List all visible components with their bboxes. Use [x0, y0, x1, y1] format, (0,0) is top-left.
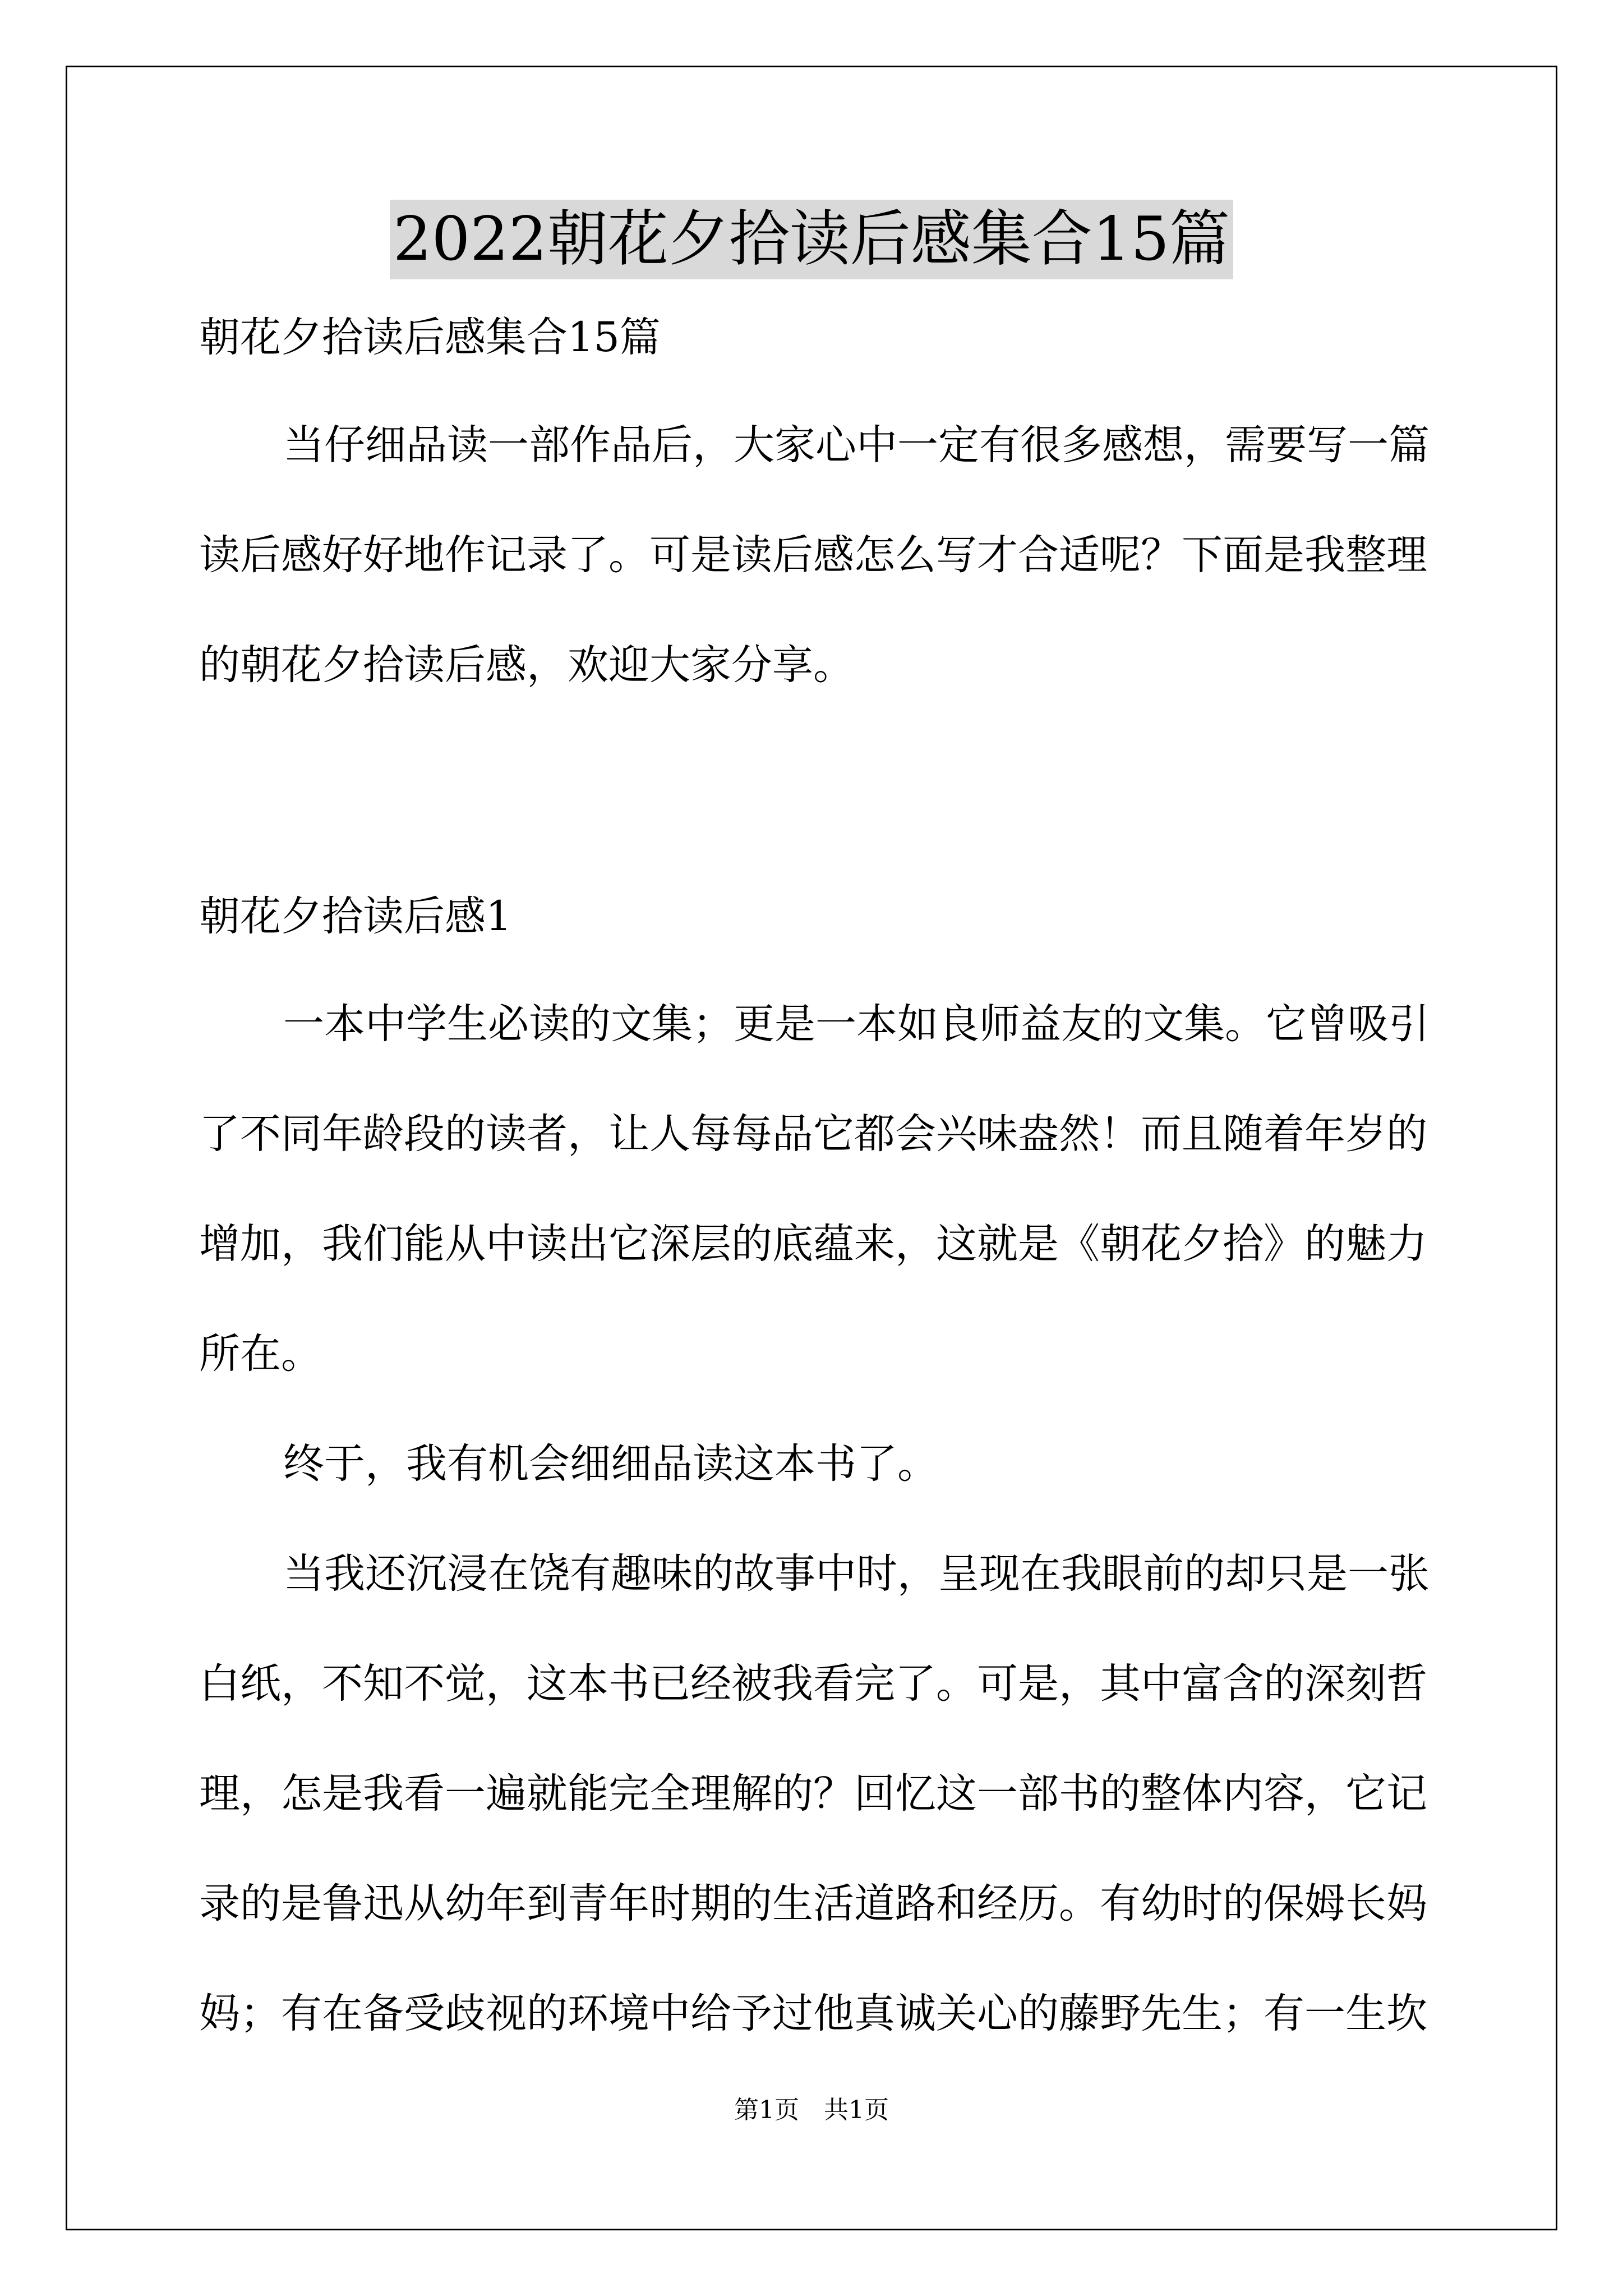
document-subtitle: 朝花夕拾读后感集合15篇 — [199, 314, 661, 361]
title-container — [0, 200, 1623, 279]
body-paragraph: 一本中学生必读的文集；更是一本如良师益友的文集。它曾吸引了不同年龄段的读者，让人每每品它都会兴味盎然！而且随着年岁的增加，我们能从中读出它深层的底蕴来，这就是《朝花夕拾》的魅力所在。 — [199, 1000, 1430, 1378]
page-footer: 第1页 共1页 — [734, 2096, 889, 2124]
body-paragraph: 当我还沉浸在饶有趣味的故事中时，呈现在我眼前的却只是一张白纸，不知不觉，这本书已经被我看完了。可是，其中富含的深刻哲理，怎是我看一遍就能完全理解的？回忆这一部书的整体内容，它记录的是鲁迅从幼年到青年时期的生活道路和经历。有幼时的保姆长妈妈；有在备受歧视的环境中给予过他真诚关心的藤野先生；有一生坎 — [199, 1550, 1430, 2037]
body-block — [199, 969, 1433, 2069]
intro-paragraph: 当仔细品读一部作品后，大家心中一定有很多感想，需要写一篇读后感好好地作记录了。可是读后感怎么写才合适呢？下面是我整理的朝花夕拾读后感，欢迎大家分享。 — [199, 421, 1430, 689]
body-paragraph: 终于，我有机会细细品读这本书了。 — [283, 1440, 938, 1488]
document-title: 2022朝花夕拾读后感集合15篇 — [390, 200, 1233, 279]
intro-block — [199, 390, 1433, 720]
section-heading: 朝花夕拾读后感1 — [199, 892, 512, 940]
